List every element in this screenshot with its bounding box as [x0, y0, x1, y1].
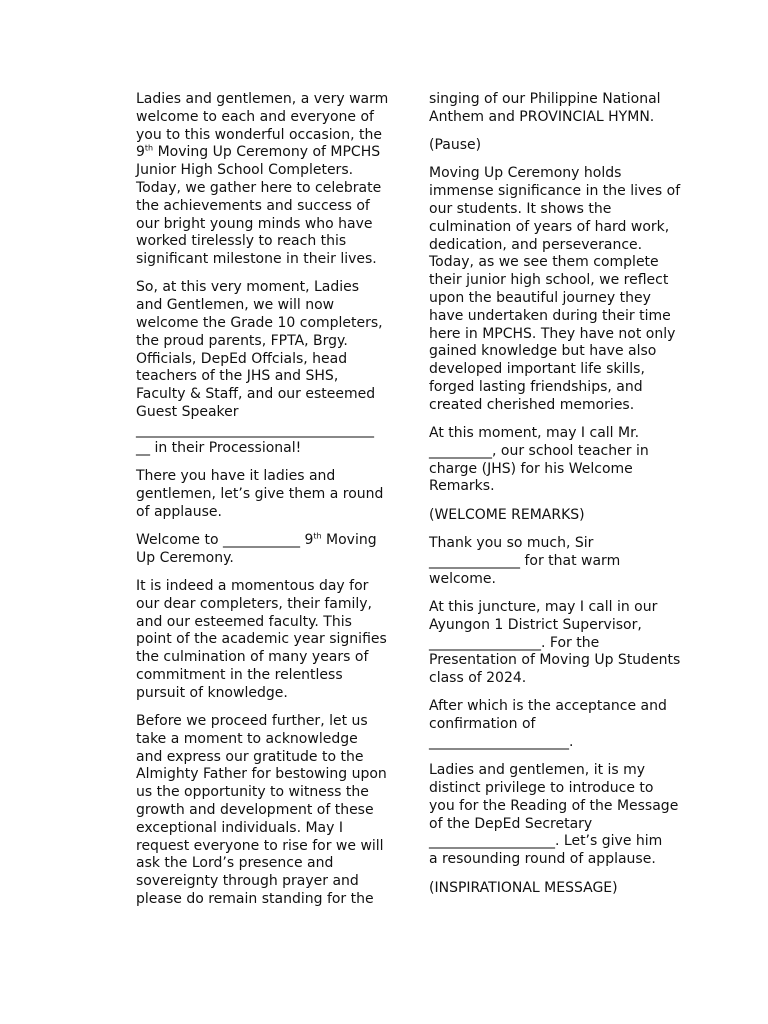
paragraph-text: Moving Up Ceremony of MPCHS Junior High School Completers. Today, we gather here to celebrate the achievements and success of our bright young minds who have worked tirelessly to reach this significant milestone in their lives. [136, 144, 382, 268]
paragraph-momentous-day: It is indeed a momentous day for our dear completers, their family, and our esteemed faculty. This point of the academic year signifies the culmination of many years of commitment in the relentless pursuit of knowledge. [136, 577, 387, 701]
paragraph-significance: Moving Up Ceremony holds immense significance in the lives of our students. It shows the culmination of years of hard work, dedication, and perseverance. Today, as we see them complete their junior high school, we reflect upon the beautiful journey they have undertaken during their time here in MPCHS. They have not only gained knowledge but have also developed important life skills, forged lasting friendships, and created cherished memories. [429, 165, 681, 413]
paragraph-welcome-ceremony [136, 532, 394, 568]
paragraph-text: Moving Up Ceremony. [136, 531, 377, 566]
paragraph-thank-you: Thank you so much, Sir _____________ for that warm welcome. [429, 535, 621, 587]
paragraph-prayer: Before we proceed further, let us take a moment to acknowledge and express our gratitude to the Almighty Father for bestowing upon us the opportunity to witness the growth and development of these exceptional individuals. May I request everyone to rise for we will ask the Lord’s presence and sovereignty through prayer and please do remain standing for the [136, 713, 387, 907]
paragraph-call-teacher: At this moment, may I call Mr. _________, our school teacher in charge (JHS) for his Welcome Remarks. [429, 425, 649, 495]
paragraph-applause: There you have it ladies and gentlemen, let’s give them a round of applause. [136, 467, 384, 520]
ordinal-superscript: th [144, 143, 154, 153]
paragraph-text: Welcome to ___________ 9 [136, 531, 314, 548]
left-text-column [136, 91, 394, 919]
paragraph-welcome [136, 91, 394, 269]
paragraph-anthem: singing of our Philippine National Anthem and PROVINCIAL HYMN. [429, 91, 661, 125]
right-text-column [429, 91, 687, 908]
paragraph-inspirational-message: (INSPIRATIONAL MESSAGE) [429, 879, 618, 896]
paragraph-acceptance: After which is the acceptance and confirmation of ____________________. [429, 698, 667, 750]
ordinal-superscript: th [313, 531, 322, 541]
paragraph-text: Ladies and gentlemen, a very warm welcome to each and everyone of you to this wonderful occasion, the 9 [136, 91, 389, 161]
paragraph-processional: So, at this very moment, Ladies and Gentlemen, we will now welcome the Grade 10 completers, the proud parents, FPTA, Brgy. Officials, DepEd Offcials, head teachers of the JHS and SHS, Faculty & Staff, and our esteemed Guest Speaker __________________________________ __ in their Processional! [136, 279, 383, 456]
paragraph-deped-message: Ladies and gentlemen, it is my distinct privilege to introduce to you for the Reading of the Message of the DepEd Secretary __________________. Let’s give him a resounding round of applause. [429, 762, 679, 868]
paragraph-pause: (Pause) [429, 137, 482, 154]
paragraph-welcome-remarks: (WELCOME REMARKS) [429, 506, 585, 523]
paragraph-district-supervisor: At this juncture, may I call in our Ayungon 1 District Supervisor, ________________. For the Presentation of Moving Up Students class of 2024. [429, 598, 681, 687]
